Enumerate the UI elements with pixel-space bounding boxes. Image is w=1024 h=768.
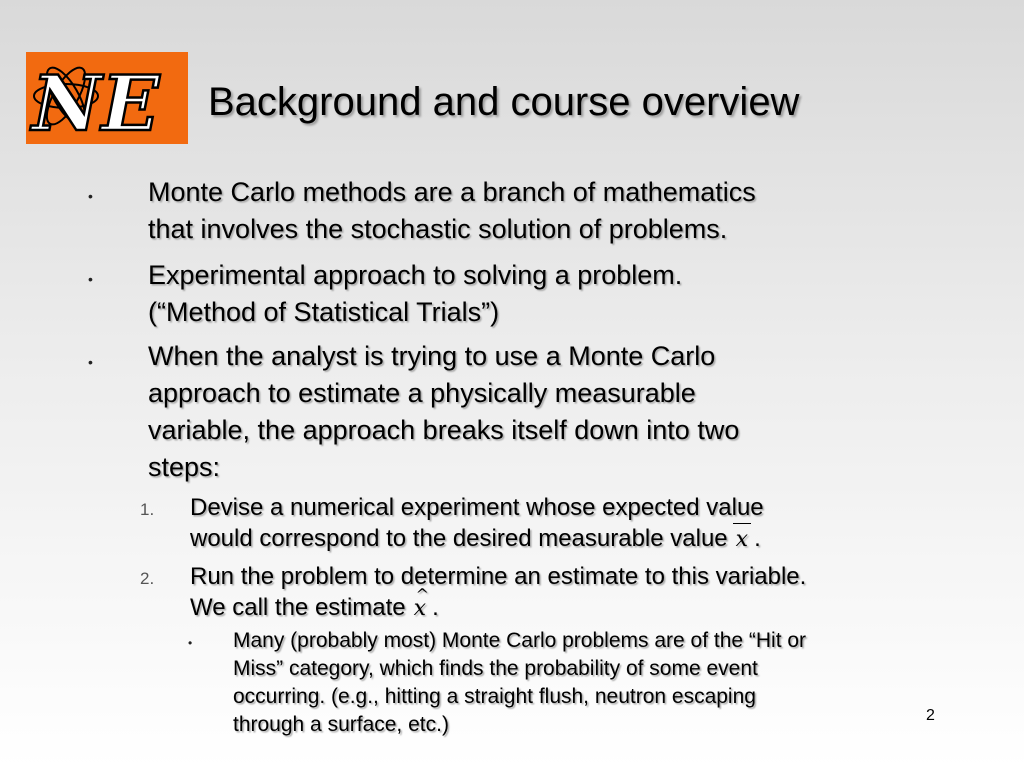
x-hat-symbol: ^ x: [414, 593, 426, 624]
ne-logo: [26, 52, 188, 144]
step-number: 1.: [140, 500, 155, 519]
step-text: Run the problem to determine an estimate to this variable. We call the estimate^ x .: [190, 561, 806, 624]
bullet-icon: •: [88, 188, 93, 204]
bullet-icon: •: [88, 271, 93, 287]
slide-title: Background and course overview: [208, 80, 800, 124]
page-number: 2: [926, 707, 935, 724]
bullet-text: Experimental approach to solving a problem. (“Method of Statistical Trials”): [148, 260, 683, 327]
sub-bullet-icon: •: [188, 636, 193, 650]
atom-icon: [26, 52, 188, 144]
bullet-text: Monte Carlo methods are a branch of mathematics that involves the stochastic solution of problems.: [148, 177, 756, 244]
step-number: 2.: [140, 569, 155, 588]
bullet-icon: •: [88, 354, 93, 370]
step-text: Devise a numerical experiment whose expected value would correspond to the desired measurable value x .: [190, 492, 764, 555]
x-bar-symbol: x: [736, 524, 748, 555]
svg-text:NE: NE: [32, 59, 160, 144]
sub-bullet-text: Many (probably most) Monte Carlo problems are of the “Hit or Miss” category, which finds the probability of some event occurring. (e.g., hitting a straight flush, neutron escaping through a surface, etc.): [233, 629, 807, 736]
bullet-text: When the analyst is trying to use a Monte Carlo approach to estimate a physically measurable variable, the approach breaks itself down into two steps:: [148, 341, 740, 482]
